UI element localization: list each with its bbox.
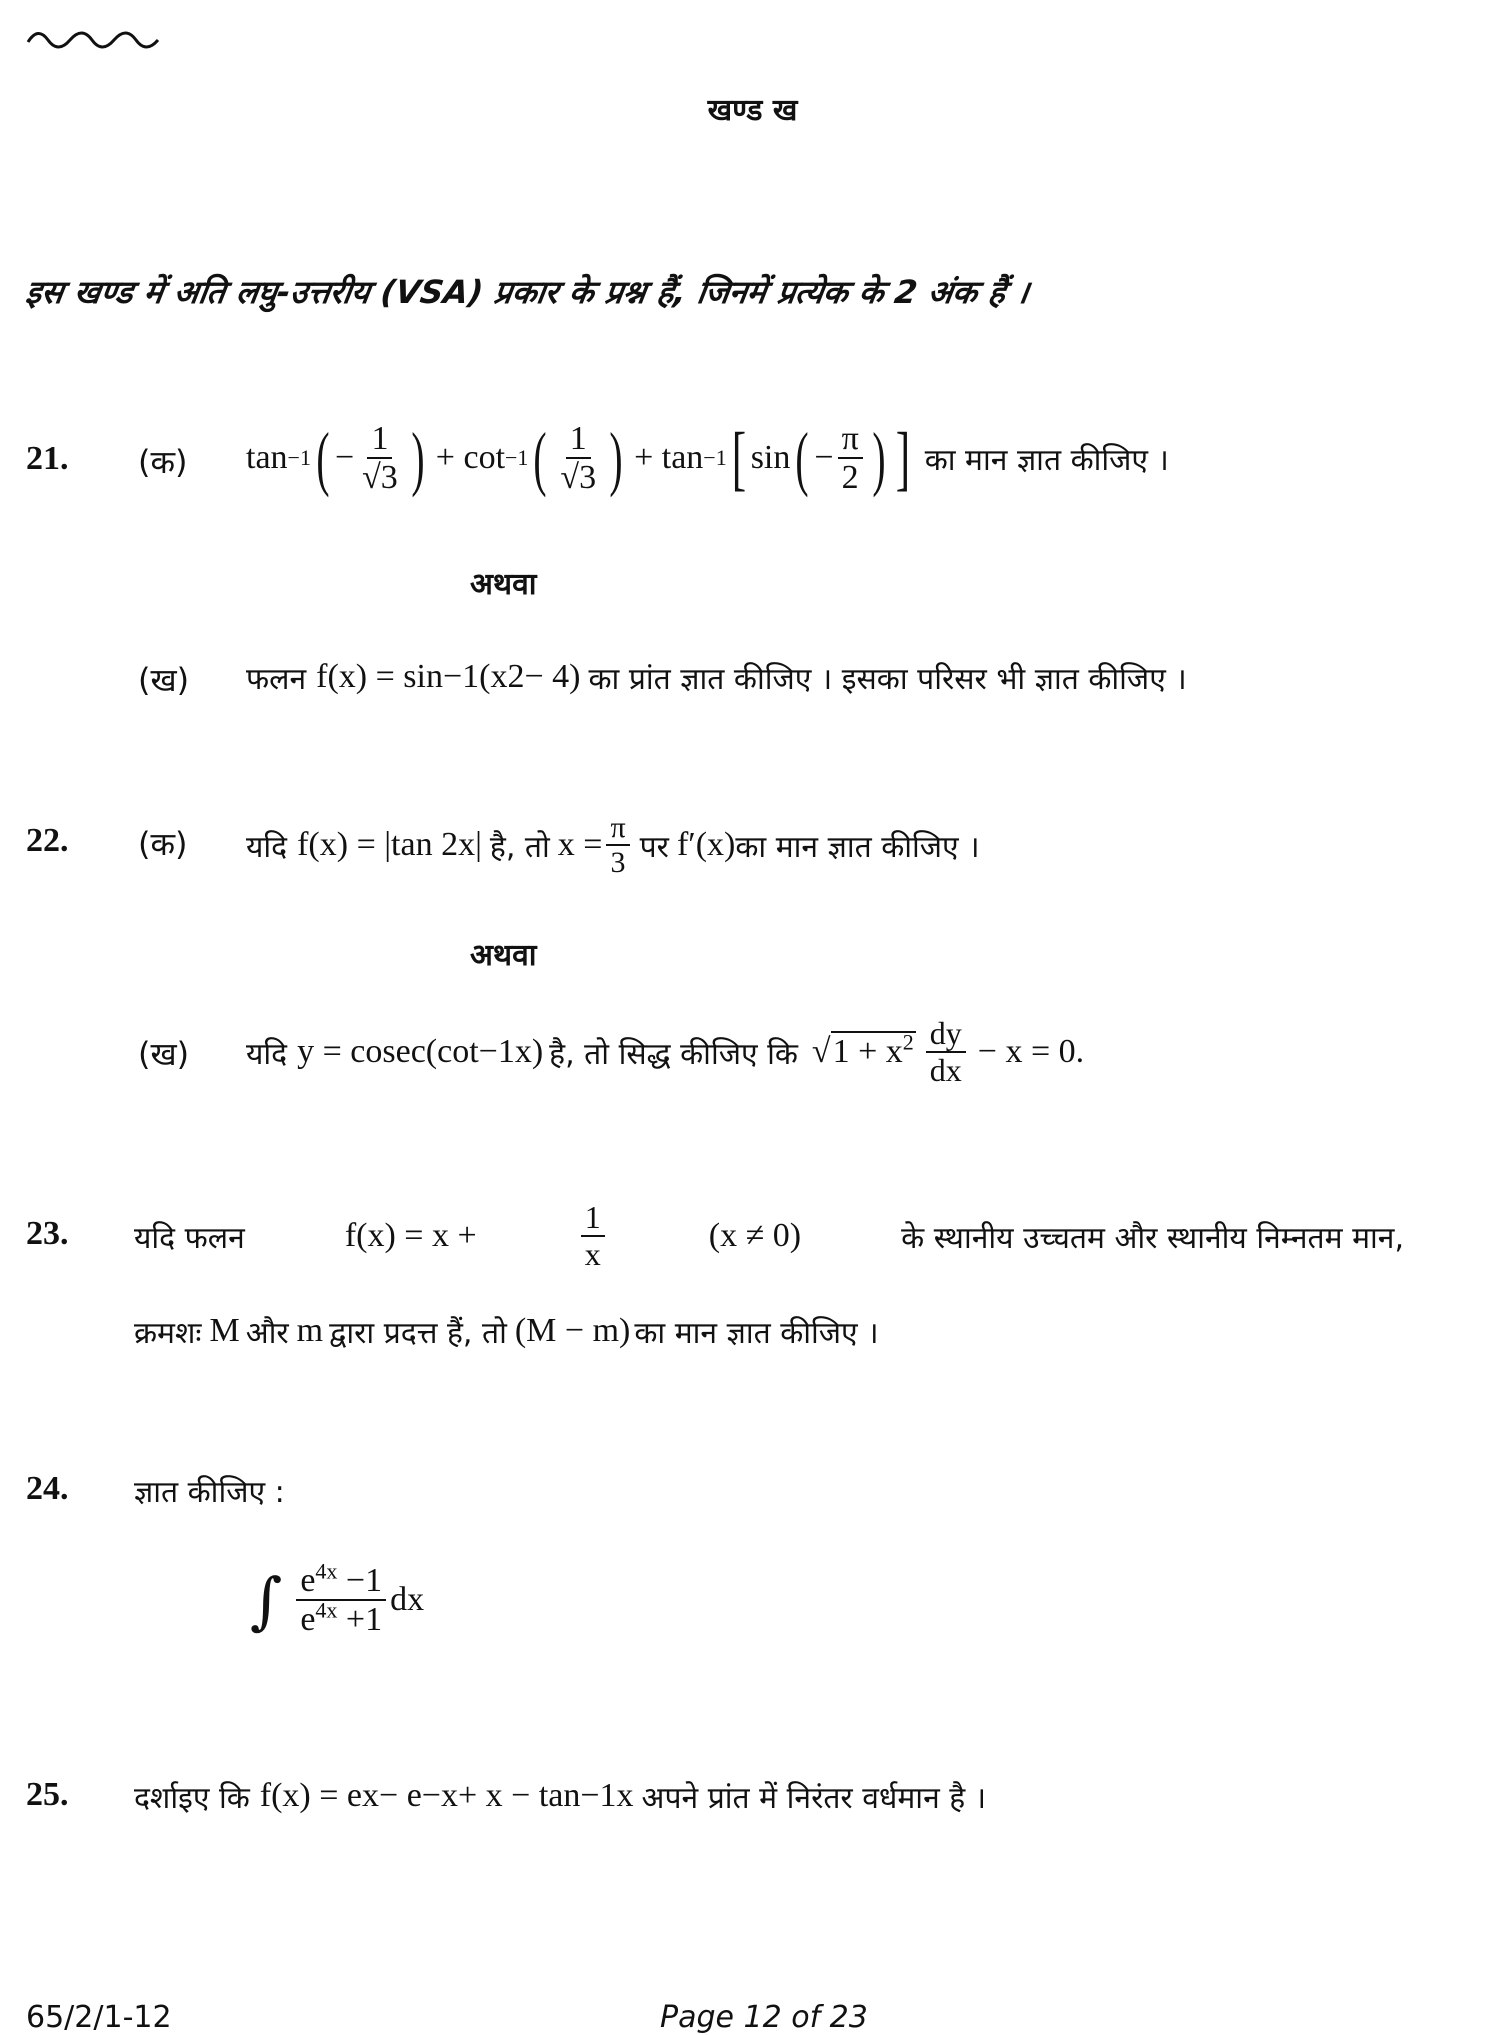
math-text: e (300, 1601, 316, 1638)
math-text: m (296, 1312, 324, 1349)
q22b-expression: यदि y = cosec(cot −1 x) है, तो सिद्ध कीजिए कि $√1 + x^2$ $\frac{dy}{dx}$ − x = 0. (246, 1014, 1085, 1088)
section-heading: खण्ड ख (707, 93, 798, 128)
question-text: द्वारा प्रदत्त हैं, तो (329, 1315, 507, 1351)
denominator: dx (929, 1052, 962, 1088)
math-text: sin (750, 439, 791, 476)
question-text: का मान ज्ञात कीजिए । (634, 1315, 879, 1351)
numerator: 1 (367, 420, 392, 459)
numerator: dy (926, 1016, 966, 1053)
question-number: 23. (26, 1215, 69, 1252)
part-label: (ख) (138, 661, 190, 699)
fraction (358, 420, 402, 497)
math-text: + cot (435, 439, 506, 476)
integral-expression (250, 1545, 424, 1655)
question-text: फलन (246, 661, 307, 697)
question-number: 25. (26, 1776, 69, 1813)
question-text: है, तो (489, 829, 550, 865)
wavy-line-icon (26, 22, 161, 56)
numerator: π (606, 811, 629, 846)
section-instruction: इस खण्ड में अति लघु-उत्तरीय (VSA) प्रकार के प्रश्न हैं, जिनमें प्रत्येक के 2 अंक हैं । (23, 273, 1032, 311)
numerator: 1 (581, 1200, 605, 1237)
integral-sign: ∫ (250, 1563, 283, 1637)
denominator (296, 1597, 386, 1638)
math-text: f(x) = e (259, 1777, 363, 1814)
math-text: − e (379, 1777, 422, 1814)
denominator: 3 (610, 846, 626, 879)
q21a-expression: tan −1 ( − $\frac{1}{√3}$ ) + cot −1 ( $\frac{1}{√3}$ ) + tan −1 [ sin ( − $\frac{\pi}{2}$ ) ] का मान ज्ञात कीजिए । (246, 418, 1169, 498)
math-text: f(x) = |tan 2x| (297, 826, 482, 863)
math-text: − 4) (524, 658, 581, 695)
fraction (926, 1016, 966, 1088)
q23-line-1 (134, 1188, 1404, 1284)
fraction (581, 1200, 605, 1272)
math-sup: 2 (902, 1029, 914, 1055)
sqrt-body: 1 + x (832, 1033, 903, 1070)
math-text: tan (246, 439, 288, 476)
question-text: पर (639, 829, 669, 865)
paper-code: 65/2/1-12 (26, 2000, 172, 2035)
math-text: f(x) = x + (344, 1217, 477, 1254)
question-text: और (245, 1315, 289, 1351)
numerator: 1 (566, 420, 591, 459)
math-text: x) (514, 1033, 544, 1070)
math-text: (M − m) (514, 1312, 631, 1349)
question-text: का मान ज्ञात कीजिए । (735, 829, 980, 865)
denominator: √3 (362, 459, 398, 496)
math-text: f(x) = sin (316, 658, 443, 695)
math-text: (x ≠ 0) (708, 1217, 802, 1254)
part-label: (क) (138, 825, 188, 863)
numerator: π (838, 420, 863, 459)
q25-expression: दर्शाइए कि f(x) = e x − e −x + x − tan −1 x अपने प्रांत में निरंतर वर्धमान है । (134, 1777, 987, 1816)
math-text: dx (390, 1581, 425, 1618)
or-label: अथवा (470, 938, 537, 973)
fraction (296, 1558, 386, 1639)
question-text: है, तो सिद्ध कीजिए कि (549, 1036, 798, 1072)
q23-line-2 (134, 1306, 879, 1356)
question-number: 24. (26, 1470, 69, 1507)
question-text: के स्थानीय उच्चतम और स्थानीय निम्नतम मान, (901, 1220, 1404, 1256)
math-text: −1 (337, 1561, 383, 1599)
q22a-expression (246, 800, 980, 890)
square-root: $√1 + x^2$ (811, 1029, 914, 1070)
part-label: (ख) (138, 1035, 190, 1073)
part-label: (क) (138, 443, 188, 481)
fraction (606, 811, 629, 879)
question-text: अपने प्रांत में निरंतर वर्धमान है । (641, 1780, 987, 1816)
question-text: का प्रांत ज्ञात कीजिए । इसका परिसर भी ज्ञात कीजिए । (588, 661, 1187, 697)
question-number: 22. (26, 822, 69, 859)
math-text: − x = 0. (977, 1033, 1085, 1070)
numerator (296, 1558, 386, 1601)
math-text: x (616, 1777, 634, 1814)
question-text: दर्शाइए कि (134, 1780, 250, 1816)
math-text: x = (557, 826, 603, 863)
math-text: e (300, 1561, 316, 1599)
or-label: अथवा (470, 567, 537, 602)
denominator: 2 (841, 459, 859, 496)
math-text: + x − tan (457, 1777, 581, 1814)
question-text: का मान ज्ञात कीजिए । (924, 442, 1169, 478)
math-text: − (814, 439, 834, 476)
question-text: यदि (246, 829, 288, 865)
page-number: Page 12 of 23 (660, 2000, 868, 2035)
math-text: (x (479, 658, 508, 695)
denominator: x (584, 1236, 601, 1272)
math-sup: 4x (315, 1597, 338, 1623)
question-text: यदि (246, 1036, 288, 1072)
question-text: ज्ञात कीजिए : (134, 1475, 285, 1510)
fraction (838, 420, 863, 497)
math-text: + tan (634, 439, 704, 476)
question-text: यदि फलन (134, 1220, 245, 1256)
denominator: √3 (560, 459, 597, 496)
question-text: क्रमशः (134, 1315, 202, 1351)
math-text: +1 (337, 1601, 383, 1638)
math-sup: 4x (315, 1558, 338, 1584)
question-number: 21. (26, 440, 69, 477)
math-text: f′(x) (676, 826, 736, 863)
fraction (556, 420, 600, 497)
math-text: M (209, 1312, 240, 1349)
math-text: y = cosec(cot (297, 1033, 479, 1070)
math-text: − (334, 439, 355, 476)
q21b-expression: फलन f(x) = sin −1 (x 2 − 4) का प्रांत ज्ञात कीजिए । इसका परिसर भी ज्ञात कीजिए । (246, 658, 1187, 697)
